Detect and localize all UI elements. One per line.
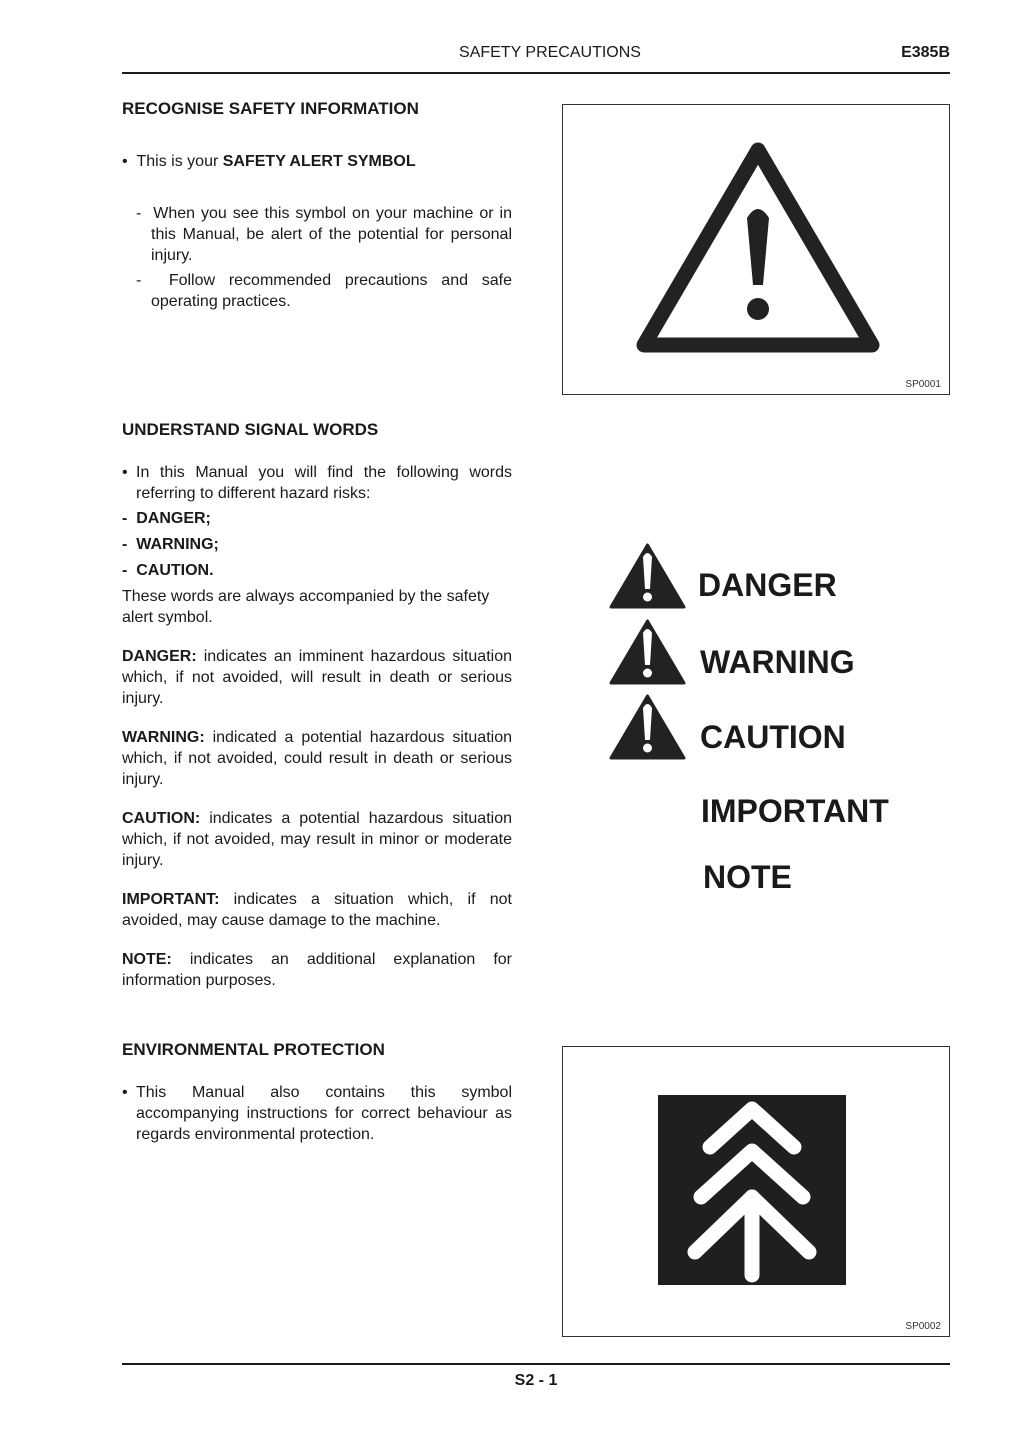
important-definition (122, 889, 512, 931)
recognise-dash-2-text: Follow recommended precautions and safe operating practices. (151, 272, 512, 310)
recognise-dash-1 (136, 203, 512, 266)
warning-definition (122, 727, 512, 790)
recognise-bullet (122, 151, 512, 172)
recognise-bullet-prefix: This is your (136, 153, 223, 170)
dash-mark: - (136, 272, 169, 289)
warning-alert-icon (609, 619, 686, 685)
caution-definition (122, 808, 512, 871)
signal-accompany: These words are always accompanied by the safety alert symbol. (122, 588, 490, 626)
recognise-heading: RECOGNISE SAFETY INFORMATION (122, 99, 419, 118)
caution-text: indicates a potential hazardous situation which, if not avoided, may result in minor or moderate injury. (122, 810, 512, 869)
signal-intro-text: In this Manual you will find the following words referring to different hazard risks: (136, 464, 512, 502)
figure-code-sp0002: SP0002 (905, 1321, 941, 1332)
warning-text: indicated a potential hazardous situation which, if not avoided, could result in death or serious injury. (122, 729, 512, 788)
footer-rule (122, 1363, 950, 1365)
signal-intro (122, 462, 512, 504)
warning-label: WARNING: (122, 729, 205, 746)
note-definition (122, 949, 512, 991)
signal-word-danger: - DANGER; (122, 510, 211, 527)
header-rule (122, 72, 950, 74)
signal-word-caution-text: CAUTION. (136, 562, 214, 579)
header-model: E385B (901, 44, 950, 61)
dash-mark: - (136, 205, 154, 222)
danger-label: DANGER: (122, 648, 197, 665)
important-label: IMPORTANT: (122, 891, 220, 908)
environment-bullet (122, 1082, 512, 1145)
recognise-dash-2 (136, 270, 512, 312)
signal-word-warning: - WARNING; (122, 536, 219, 553)
page-number: S2 - 1 (514, 1372, 558, 1389)
danger-text: indicates an imminent hazardous situation which, if not avoided, will result in death or serious injury. (122, 648, 512, 707)
signal-heading: UNDERSTAND SIGNAL WORDS (122, 420, 379, 439)
figure-code-sp0001: SP0001 (905, 379, 941, 390)
caution-signal-word: CAUTION (700, 719, 846, 755)
environment-figure (562, 1046, 950, 1337)
signal-word-caution: - CAUTION. (122, 562, 214, 579)
note-text: indicates an additional explanation for information purposes. (122, 951, 512, 989)
bullet-dot: • (122, 153, 137, 170)
danger-alert-icon (609, 543, 686, 609)
note-signal-word: NOTE (703, 859, 792, 895)
caution-label: CAUTION: (122, 810, 201, 827)
environment-heading: ENVIRONMENTAL PROTECTION (122, 1040, 385, 1059)
signal-word-danger-text: DANGER; (136, 510, 211, 527)
safety-alert-figure (562, 104, 950, 395)
warning-signal-word: WARNING (700, 644, 855, 680)
note-label: NOTE: (122, 951, 172, 968)
safety-alert-triangle-icon (563, 105, 949, 394)
header-title: SAFETY PRECAUTIONS (459, 44, 641, 61)
bullet-dot: • (122, 1084, 128, 1101)
environment-tree-icon (563, 1047, 949, 1336)
recognise-dash-1-text: When you see this symbol on your machine or in this Manual, be alert of the potential for personal injury. (151, 205, 512, 264)
important-text: indicates a situation which, if not avoided, may cause damage to the machine. (122, 891, 512, 929)
recognise-bullet-bold: SAFETY ALERT SYMBOL (222, 153, 416, 170)
environment-bullet-text: This Manual also contains this symbol accompanying instructions for correct behaviour as regards environmental protection. (136, 1084, 512, 1143)
caution-alert-icon (609, 694, 686, 760)
danger-signal-word: DANGER (698, 567, 837, 603)
important-signal-word: IMPORTANT (701, 793, 889, 829)
signal-word-warning-text: WARNING; (136, 536, 219, 553)
bullet-dot: • (122, 464, 128, 481)
danger-definition (122, 646, 512, 709)
